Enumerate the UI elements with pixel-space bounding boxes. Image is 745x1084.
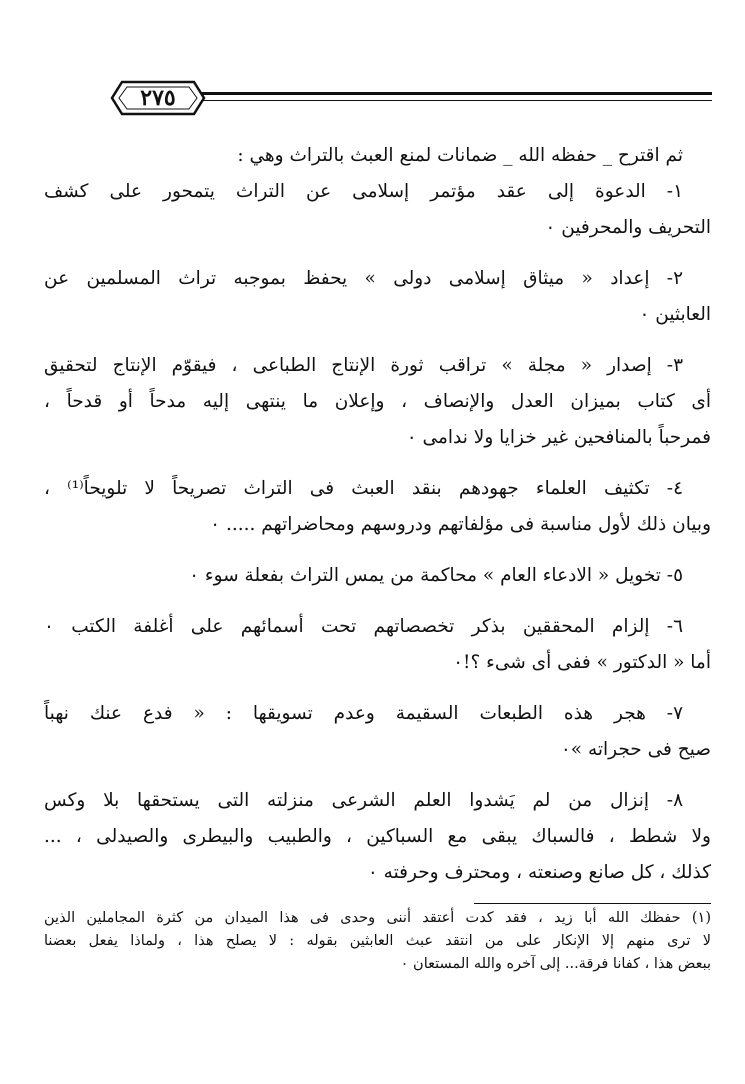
paragraph-gap xyxy=(44,333,711,348)
paragraph-gap xyxy=(44,246,711,261)
text-line: فمرحباً بالمنافحين غير خزايا ولا ندامى ٠ xyxy=(406,427,711,448)
page-header xyxy=(110,78,712,118)
text-line: ٨- إنزال من لم يَشدوا العلم الشرعى منزلته التى يستحقها بلا وكس xyxy=(44,790,683,811)
text-line: ثم اقترح _ حفظه الله _ ضمانات لمنع العبث بالتراث وهي : xyxy=(237,145,683,166)
text-line: ٢- إعداد « ميثاق إسلامى دولى » يحفظ بموجبه تراث المسلمين عن xyxy=(44,268,683,289)
page-number-badge xyxy=(110,78,206,118)
paragraph-gap xyxy=(44,543,711,558)
footnote-line: (١) حفظك الله أبا زيد ، فقد كدت أعتقد أننى وحدى فى هذا الميدان من كثرة المجاملين الذين xyxy=(44,910,711,926)
main-text xyxy=(44,138,711,891)
footnote-separator xyxy=(474,903,711,904)
paragraph-gap xyxy=(44,594,711,609)
text-line: ٥- تخويل « الادعاء العام » محاكمة من يمس التراث بفعلة سوء ٠ xyxy=(189,565,683,586)
header-rule-thin xyxy=(202,100,712,101)
text-line: أما « الدكتور » ففى أى شىء ؟!٠ xyxy=(453,652,711,673)
text-line: كذلك ، كل صانع وصنعته ، ومحترف وحرفته ٠ xyxy=(367,862,711,883)
paragraph-gap xyxy=(44,456,711,471)
text-line: التحريف والمحرفين ٠ xyxy=(545,217,711,238)
text-line: ولا شطط ، فالسباك يبقى مع السباكين ، والطبيب والبيطرى والصيدلى ، ... xyxy=(44,826,711,847)
paragraph-gap xyxy=(44,681,711,696)
header-rule-thick xyxy=(202,92,712,95)
text-line: العابثين ٠ xyxy=(639,304,711,325)
text-line: صيح فى حجراته »٠ xyxy=(560,739,711,760)
text-line: أى كتاب بميزان العدل والإنصاف ، وإعلان ما ينتهى إليه مدحاً أو قدحاً ، xyxy=(44,391,711,412)
text-line: ٤- تكثيف العلماء جهودهم بنقد العبث فى التراث تصريحاً لا تلويحاً⁽¹⁾ ، xyxy=(44,478,683,499)
page-number: ٢٧٥ xyxy=(140,85,176,111)
text-line: ١- الدعوة إلى عقد مؤتمر إسلامى عن التراث يتمحور على كشف xyxy=(44,181,683,202)
footnote xyxy=(44,907,711,976)
footnote-line: لا ترى منهم إلا الإنكار على من انتقد عبث العابثين بقوله : لا يصلح هذا ، ولماذا يفعل بعضنا xyxy=(44,933,711,949)
footnote-line: ببعض هذا ، كفانا فرقة... إلى آخره والله المستعان ٠ xyxy=(400,956,711,972)
text-line: ٦- إلزام المحققين بذكر تخصصاتهم تحت أسمائهم على أغلفة الكتب ٠ xyxy=(44,616,683,637)
paragraph-gap xyxy=(44,768,711,783)
text-line: ٧- هجر هذه الطبعات السقيمة وعدم تسويقها : « فدع عنك نهباً xyxy=(44,703,683,724)
text-line: وبيان ذلك لأول مناسبة فى مؤلفاتهم ودروسهم ومحاضراتهم ..... ٠ xyxy=(210,514,711,535)
text-line: ٣- إصدار « مجلة » تراقب ثورة الإنتاج الطباعى ، فيقوّم الإنتاج لتحقيق xyxy=(44,355,683,376)
